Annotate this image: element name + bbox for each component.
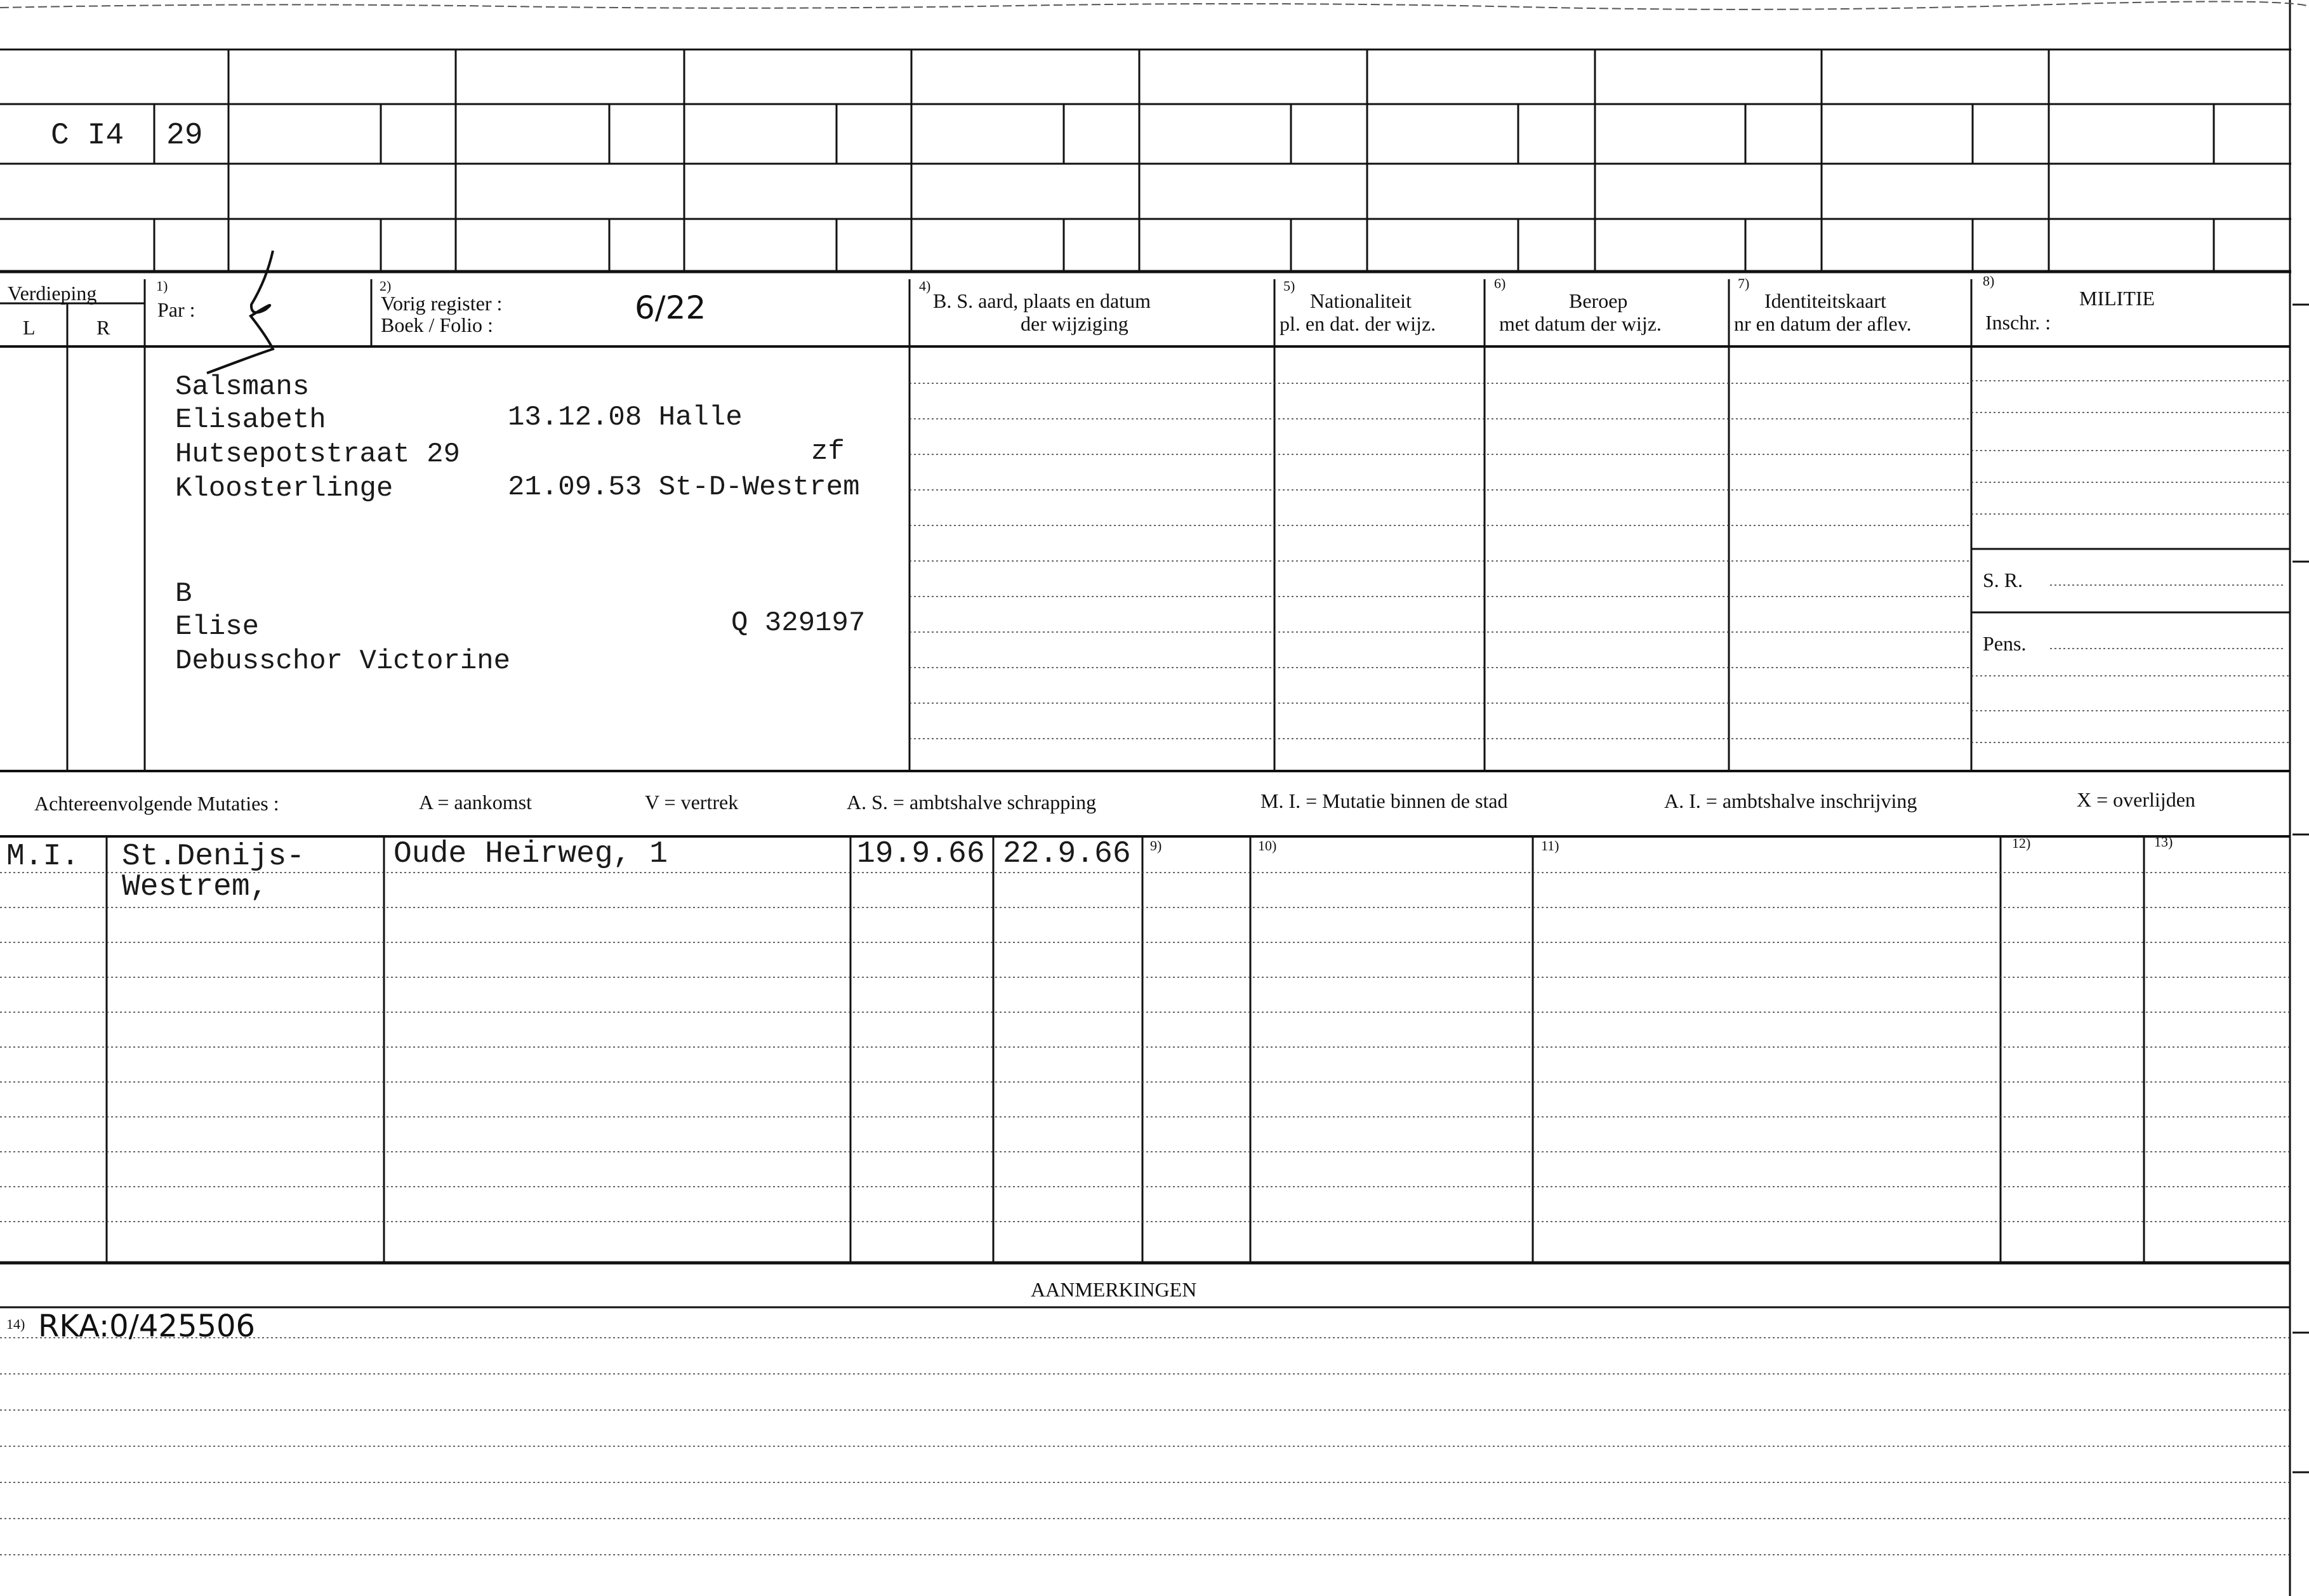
zf-mark: zf <box>811 436 845 468</box>
birth-info: 13.12.08 Halle <box>508 402 743 433</box>
first-name: Elisabeth <box>175 404 326 436</box>
aanmerkingen-text: RKA:0/425506 <box>38 1309 256 1344</box>
locality: Kloosterlinge <box>175 473 394 505</box>
col5-header-1: Nationaliteit <box>1310 289 1412 312</box>
militie-label: MILITIE <box>2079 287 2155 310</box>
mother-name: Debusschor Victorine <box>175 645 511 677</box>
col6-header-2: met datum der wijz. <box>1499 312 1662 335</box>
col5-header-2: pl. en dat. der wijz. <box>1280 312 1436 335</box>
legend-ai: A. I. = ambtshalve inschrijving <box>1664 789 1917 812</box>
legend-mi: M. I. = Mutatie binnen de stad <box>1260 789 1508 812</box>
verdieping-label: Verdieping <box>8 282 97 305</box>
given-name: Elise <box>175 611 260 643</box>
col-R-label: R <box>96 316 110 339</box>
mutation-col-13: 13) <box>2154 834 2173 850</box>
par-num: 1) <box>156 278 168 294</box>
mutation-address: Oude Heirweg, 1 <box>394 837 668 871</box>
flag: B <box>175 578 192 610</box>
mutation-date-2: 22.9.66 <box>1003 837 1131 871</box>
mutation-type: M.I. <box>6 840 80 874</box>
legend-a: A = aankomst <box>419 791 533 814</box>
id-number: Q 329197 <box>731 607 866 639</box>
col6-num: 6) <box>1494 275 1506 291</box>
legend-v: V = vertrek <box>645 791 739 814</box>
col5-num: 5) <box>1283 278 1295 294</box>
surname: Salsmans <box>175 371 310 403</box>
legend-as: A. S. = ambtshalve schrapping <box>847 791 1097 814</box>
col4-header-2: der wijziging <box>1021 312 1128 335</box>
aanmerkingen-num: 14) <box>6 1316 25 1332</box>
mutation-date-1: 19.9.66 <box>857 837 985 871</box>
vorig-num: 2) <box>380 278 392 294</box>
boek-folio-label: Boek / Folio : <box>381 313 493 336</box>
vorig-register-label: Vorig register : <box>381 292 503 315</box>
mutation-col-11: 11) <box>1541 838 1559 854</box>
col7-header-2: nr en datum der aflev. <box>1734 312 1912 335</box>
sr-label: S. R. <box>1983 569 2023 591</box>
entry-info: 21.09.53 St-D-Westrem <box>508 472 860 503</box>
mutation-place-1: St.Denijs- <box>122 840 305 874</box>
inschr-label: Inschr. : <box>1985 311 2051 334</box>
header-number: 29 <box>166 119 203 153</box>
mutation-col-9: 9) <box>1150 838 1162 854</box>
mutation-col-10: 10) <box>1258 838 1277 854</box>
col4-num: 4) <box>919 278 931 294</box>
street: Hutsepotstraat 29 <box>175 439 460 470</box>
aanmerkingen-title: AANMERKINGEN <box>1031 1278 1197 1301</box>
col8-num: 8) <box>1983 273 1995 289</box>
col6-header-1: Beroep <box>1569 289 1628 312</box>
header-code: C I4 <box>51 119 124 153</box>
col7-num: 7) <box>1738 275 1750 291</box>
col7-header-1: Identiteitskaart <box>1764 289 1886 312</box>
pens-label: Pens. <box>1983 632 2027 655</box>
handwritten-mark <box>207 251 273 373</box>
vorig-value: 6/22 <box>635 289 706 326</box>
par-label: Par : <box>157 298 195 321</box>
mutaties-label: Achtereenvolgende Mutaties : <box>34 792 279 815</box>
col4-header-1: B. S. aard, plaats en datum <box>933 289 1151 312</box>
legend-x: X = overlijden <box>2077 788 2195 811</box>
col-L-label: L <box>23 316 36 339</box>
mutation-col-12: 12) <box>2012 835 2031 851</box>
mutation-place-2: Westrem, <box>122 870 268 904</box>
